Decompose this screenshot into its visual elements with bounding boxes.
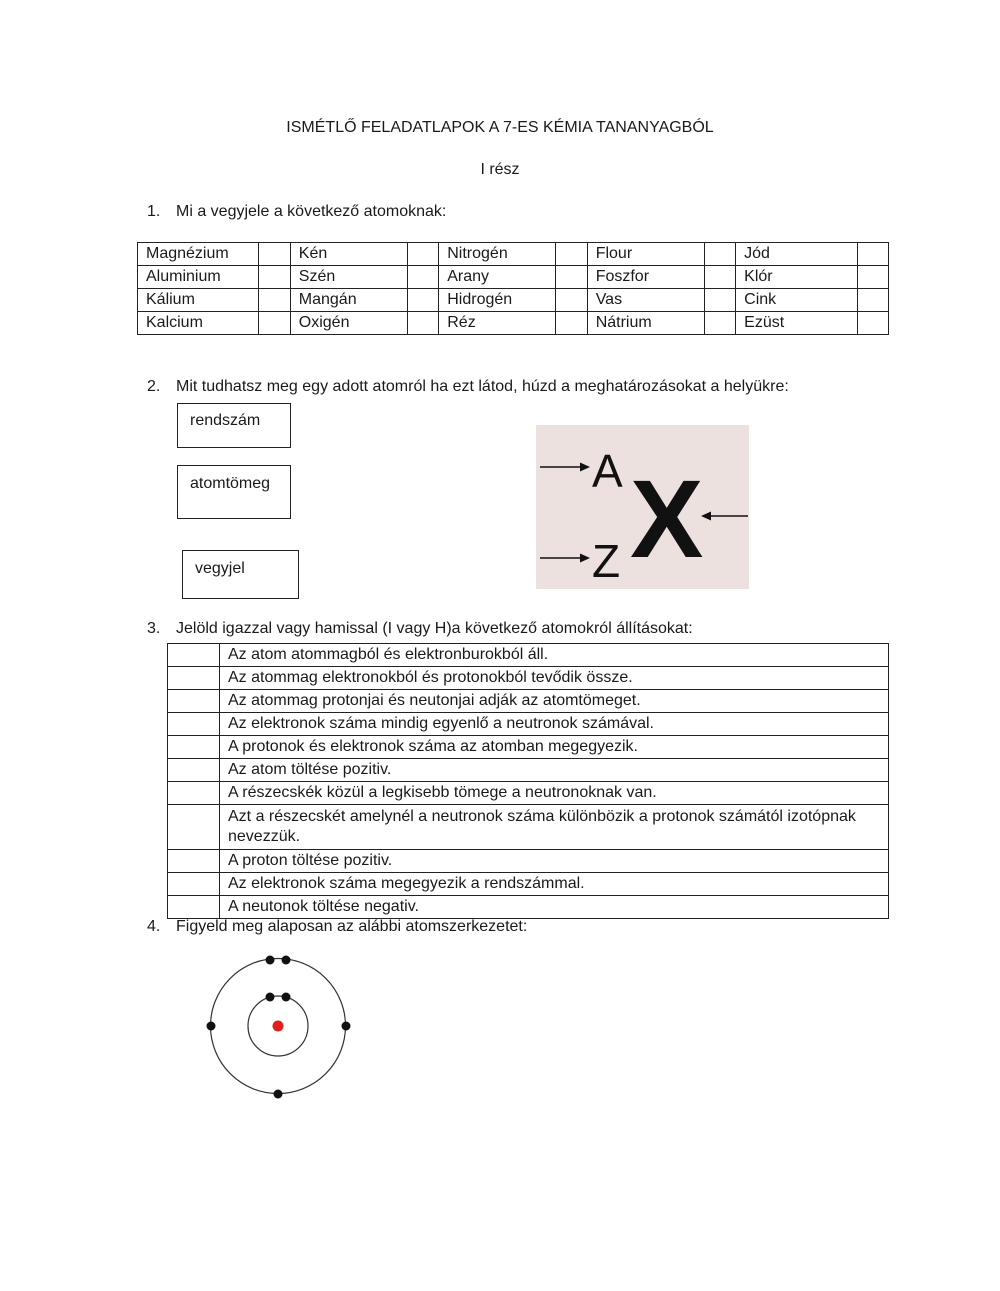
answer-input[interactable] [168,782,220,805]
answer-input[interactable] [168,736,220,759]
element-name: Klór [736,266,857,289]
statement: Az atommag protonjai és neutonjai adják az atomtömeget. [220,690,889,713]
statement: Az atommag elektronokból és protonokból tevődik össze. [220,667,889,690]
statement [220,805,889,850]
element-symbol-label: X [630,458,704,581]
q2-text: Mit tudhatsz meg egy adott atomról ha ezt látod, húzd a meghatározásokat a helyükre: [176,378,789,395]
answer-input[interactable] [168,850,220,873]
q2-number: 2. [147,378,161,395]
symbol-input[interactable] [556,312,587,335]
table-row [138,312,889,335]
element-name: Szén [290,266,407,289]
element-name: Cink [736,289,857,312]
symbol-input[interactable] [407,243,438,266]
q1-number: 1. [147,203,161,220]
answer-input[interactable] [168,759,220,782]
symbol-input[interactable] [704,243,735,266]
element-name: Arany [439,266,556,289]
statement-line: Azt a részecskét amelynél a neutronok száma különbözik a protonok számától izotópnak [228,808,856,825]
answer-input[interactable] [168,896,220,919]
element-name: Ezüst [736,312,857,335]
table-row [168,713,889,736]
element-name: Kalcium [138,312,259,335]
atom-structure-diagram [200,950,360,1105]
table-row [168,873,889,896]
statement: Az elektronok száma megegyezik a rendszámmal. [220,873,889,896]
element-name: Hidrogén [439,289,556,312]
table-row [168,667,889,690]
q3-number: 3. [147,620,161,637]
atomic-number-label: Z [592,535,621,587]
table-row [168,782,889,805]
statement: Az atom töltése pozitiv. [220,759,889,782]
element-name: Vas [587,289,704,312]
elements-table [137,242,889,335]
table-row [138,266,889,289]
electron [342,1022,351,1031]
isotope-notation-diagram [536,425,749,589]
answer-input[interactable] [168,713,220,736]
statement: Az elektronok száma mindig egyenlő a neutronok számával. [220,713,889,736]
drag-box-vegyjel[interactable] [182,550,299,599]
symbol-input[interactable] [857,312,889,335]
element-name: Foszfor [587,266,704,289]
drag-box-atomtomeg[interactable] [177,465,291,519]
electron [266,993,275,1002]
symbol-input[interactable] [857,266,889,289]
statement-line: nevezzük. [228,828,301,845]
table-row [168,644,889,667]
table-row [138,243,889,266]
drag-box-label: vegyjel [195,560,245,577]
element-name: Jód [736,243,857,266]
electron [282,993,291,1002]
q3-text: Jelöld igazzal vagy hamissal (I vagy H)a következő atomokról állításokat: [176,620,693,637]
table-row [168,736,889,759]
symbol-input[interactable] [556,289,587,312]
element-name: Flour [587,243,704,266]
table-row [138,289,889,312]
electron [274,1090,283,1099]
element-name: Nitrogén [439,243,556,266]
element-name: Oxigén [290,312,407,335]
element-name: Nátrium [587,312,704,335]
symbol-input[interactable] [407,312,438,335]
answer-input[interactable] [168,805,220,850]
element-name: Aluminium [138,266,259,289]
nucleus [273,1021,284,1032]
electron [266,956,275,965]
statement: A proton töltése pozitiv. [220,850,889,873]
electron [282,956,291,965]
table-row [168,690,889,713]
answer-input[interactable] [168,873,220,896]
q1-text: Mi a vegyjele a következő atomoknak: [176,203,447,220]
part-label: I rész [480,161,520,178]
q4-text: Figyeld meg alaposan az alábbi atomszerkezetet: [176,918,528,935]
symbol-input[interactable] [556,243,587,266]
q4-number: 4. [147,918,161,935]
element-name: Kén [290,243,407,266]
symbol-input[interactable] [259,312,290,335]
symbol-input[interactable] [857,243,889,266]
answer-input[interactable] [168,690,220,713]
element-name: Kálium [138,289,259,312]
symbol-input[interactable] [704,312,735,335]
symbol-input[interactable] [857,289,889,312]
answer-input[interactable] [168,667,220,690]
page-title: ISMÉTLŐ FELADATLAPOK A 7-ES KÉMIA TANANYAGBÓL [286,119,714,136]
symbol-input[interactable] [259,243,290,266]
symbol-input[interactable] [704,266,735,289]
symbol-input[interactable] [407,289,438,312]
drag-box-label: atomtömeg [190,475,271,492]
symbol-input[interactable] [704,289,735,312]
statement: A részecskék közül a legkisebb tömege a neutronoknak van. [220,782,889,805]
symbol-input[interactable] [407,266,438,289]
table-row [168,896,889,919]
symbol-input[interactable] [556,266,587,289]
element-name: Mangán [290,289,407,312]
drag-box-label: rendszám [190,412,261,429]
mass-number-label: A [592,445,623,497]
drag-box-rendszam[interactable] [177,403,291,448]
element-name: Magnézium [138,243,259,266]
table-row [168,850,889,873]
statement: A neutonok töltése negativ. [220,896,889,919]
symbol-input[interactable] [259,266,290,289]
symbol-input[interactable] [259,289,290,312]
electron [207,1022,216,1031]
statement: A protonok és elektronok száma az atomban megegyezik. [220,736,889,759]
statement: Az atom atommagból és elektronburokból áll. [220,644,889,667]
table-row [168,805,889,850]
element-name: Réz [439,312,556,335]
answer-input[interactable] [168,644,220,667]
table-row [168,759,889,782]
true-false-table [167,643,889,919]
